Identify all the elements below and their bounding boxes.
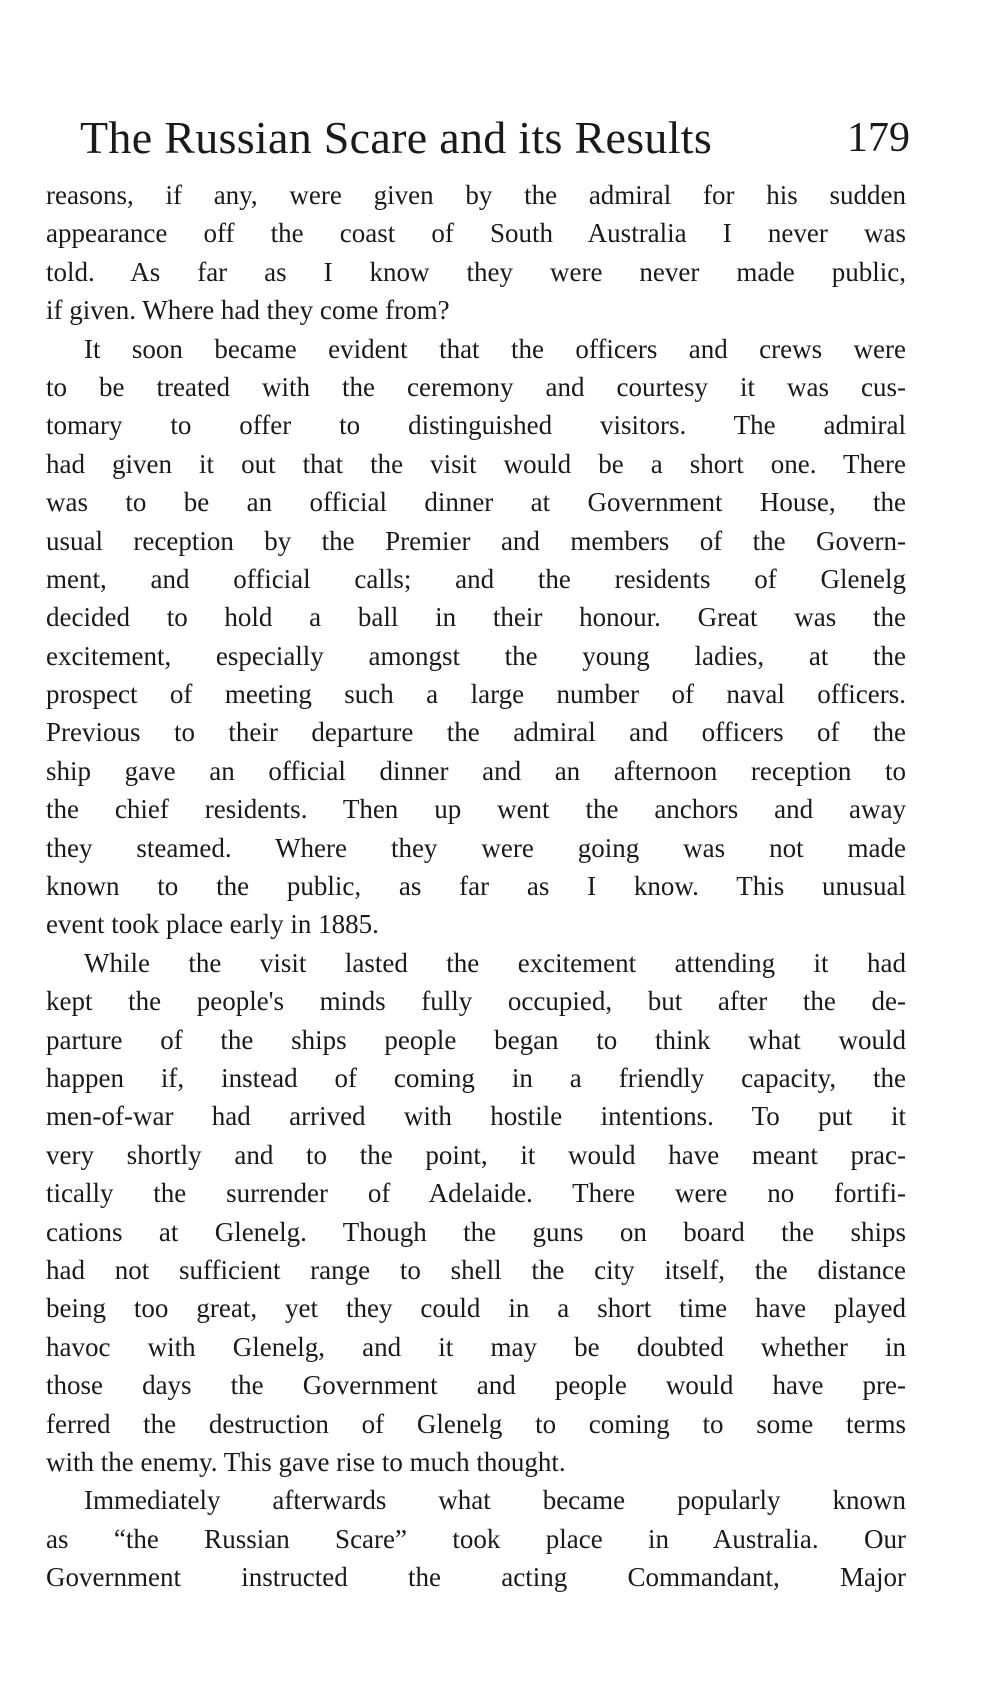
- text-line: told. As far as I know they were never made public,: [46, 256, 906, 287]
- paragraph: [46, 944, 906, 1481]
- text-line: ferred the destruction of Glenelg to coming to some terms: [46, 1408, 906, 1439]
- text-line: Previous to their departure the admiral and officers of the: [46, 717, 906, 748]
- text-line: tically the surrender of Adelaide. There were no fortifi-: [46, 1178, 906, 1209]
- text-line: as “the Russian Scare” took place in Australia. Our: [46, 1523, 906, 1554]
- text-line: prospect of meeting such a large number of naval officers.: [46, 679, 906, 710]
- text-line: had given it out that the visit would be a short one. There: [46, 448, 906, 479]
- text-line: It soon became evident that the officers and crews were: [84, 333, 906, 364]
- page-number: 179: [847, 115, 910, 161]
- paragraph: [46, 176, 906, 330]
- text-line: ship gave an official dinner and an afternoon reception to: [46, 755, 906, 786]
- text-line: known to the public, as far as I know. This unusual: [46, 871, 906, 902]
- paragraph: [46, 1481, 906, 1596]
- text-line: While the visit lasted the excitement attending it had: [84, 947, 906, 978]
- text-line: they steamed. Where they were going was not made: [46, 832, 906, 863]
- text-line: usual reception by the Premier and members of the Govern-: [46, 525, 906, 556]
- text-line: parture of the ships people began to think what would: [46, 1024, 906, 1055]
- text-line: Immediately afterwards what became popularly known: [84, 1485, 906, 1516]
- text-line: was to be an official dinner at Government House, the: [46, 487, 906, 518]
- text-line: excitement, especially amongst the young ladies, at the: [46, 640, 906, 671]
- running-head: [80, 108, 910, 168]
- text-line: reasons, if any, were given by the admiral for his sudden: [46, 180, 906, 210]
- text-line: decided to hold a ball in their honour. Great was the: [46, 602, 906, 633]
- text-line: tomary to offer to distinguished visitors. The admiral: [46, 410, 906, 441]
- text-line: to be treated with the ceremony and courtesy it was cus-: [46, 371, 906, 402]
- text-line: cations at Glenelg. Though the guns on board the ships: [46, 1216, 906, 1247]
- paragraph: [46, 330, 906, 944]
- text-line: ment, and official calls; and the residents of Glenelg: [46, 563, 906, 594]
- text-line: the chief residents. Then up went the anchors and away: [46, 794, 906, 825]
- running-title: The Russian Scare and its Results: [80, 112, 713, 163]
- text-line: if given. Where had they come from?: [46, 295, 450, 326]
- text-line: with the enemy. This gave rise to much thought.: [46, 1446, 566, 1477]
- text-line: men-of-war had arrived with hostile intentions. To put it: [46, 1101, 906, 1132]
- text-line: event took place early in 1885.: [46, 909, 379, 940]
- text-line: kept the people's minds fully occupied, but after the de-: [46, 986, 906, 1017]
- text-line: very shortly and to the point, it would have meant prac-: [46, 1139, 906, 1170]
- text-line: being too great, yet they could in a short time have played: [46, 1293, 906, 1324]
- body-text: [46, 176, 906, 1596]
- text-line: happen if, instead of coming in a friendly capacity, the: [46, 1062, 906, 1093]
- text-line: havoc with Glenelg, and it may be doubted whether in: [46, 1331, 906, 1362]
- text-line: Government instructed the acting Commandant, Major: [46, 1562, 906, 1593]
- text-line: those days the Government and people would have pre-: [46, 1370, 906, 1401]
- text-line: had not sufficient range to shell the city itself, the distance: [46, 1254, 906, 1285]
- text-line: appearance off the coast of South Australia I never was: [46, 218, 906, 249]
